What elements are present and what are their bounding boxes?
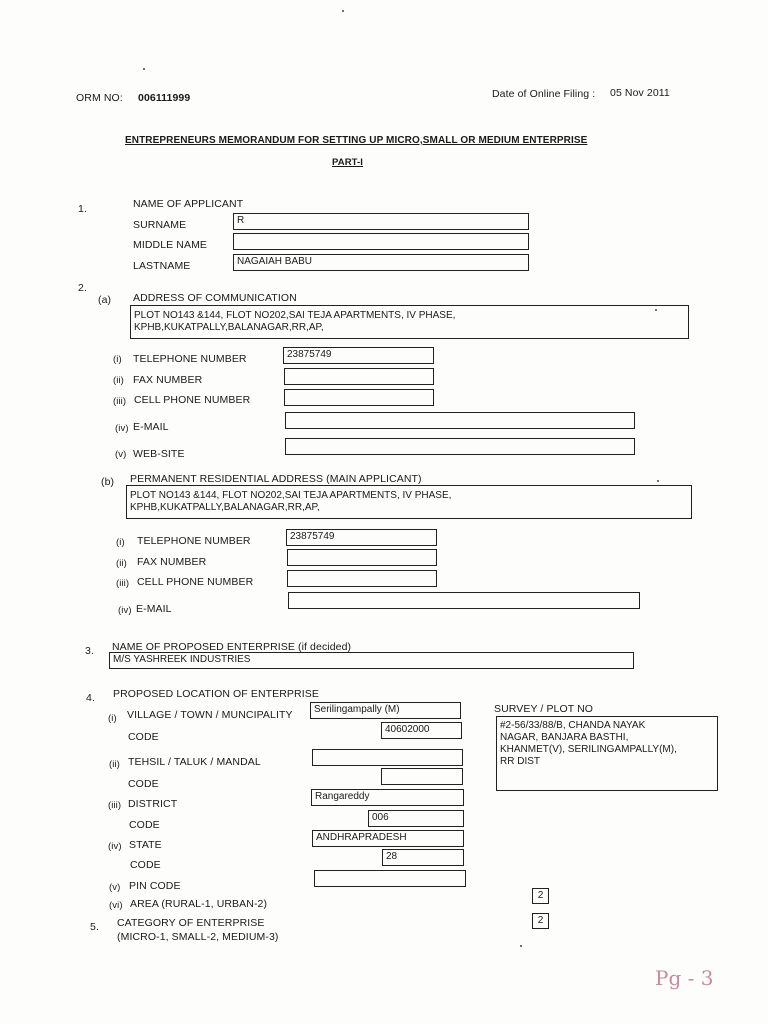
website-label: WEB-SITE — [133, 448, 185, 460]
survey-plot-line-4: RR DIST — [500, 756, 540, 767]
state-field[interactable]: ANDHRAPRADESH — [312, 830, 464, 847]
email-a-field[interactable] — [285, 412, 635, 429]
permanent-address-heading: PERMANENT RESIDENTIAL ADDRESS (MAIN APPLICANT) — [130, 473, 422, 485]
form-number-value: 006111999 — [138, 92, 191, 104]
middle-name-label: MIDDLE NAME — [133, 239, 208, 251]
email-b-field[interactable] — [288, 592, 640, 609]
village-field[interactable]: Serilingampally (M) — [310, 702, 461, 719]
surname-field[interactable]: R — [233, 213, 529, 230]
tehsil-code-field[interactable] — [381, 768, 463, 785]
fax-b-field[interactable] — [287, 549, 437, 566]
email-b-tag: (iv) — [118, 605, 132, 616]
category-heading: CATEGORY OF ENTERPRISE — [117, 917, 265, 929]
filing-date-value: 05 Nov 2011 — [610, 87, 670, 99]
filing-date-label: Date of Online Filing : — [492, 88, 596, 100]
section-2b-tag: (b) — [101, 476, 115, 488]
scan-speck — [655, 309, 657, 311]
tel-a-label: TELEPHONE NUMBER — [133, 353, 247, 365]
survey-plot-field[interactable] — [496, 716, 718, 791]
category-field[interactable]: 2 — [532, 913, 549, 929]
tel-b-tag: (i) — [116, 537, 125, 548]
communication-address-line-2: KPHB,KUKATPALLY,BALANAGAR,RR,AP, — [134, 322, 324, 333]
pin-label: PIN CODE — [129, 880, 181, 892]
village-code-field[interactable]: 40602000 — [381, 722, 462, 739]
email-b-label: E-MAIL — [136, 603, 172, 615]
survey-plot-line-2: NAGAR, BANJARA BASTHI, — [500, 732, 629, 743]
fax-a-label: FAX NUMBER — [133, 374, 203, 386]
pin-field[interactable] — [314, 870, 466, 887]
enterprise-name-heading: NAME OF PROPOSED ENTERPRISE (if decided) — [112, 641, 352, 653]
state-code-field[interactable]: 28 — [382, 849, 464, 866]
scan-speck — [520, 945, 522, 947]
part-title: PART-I — [332, 157, 364, 168]
fax-a-field[interactable] — [284, 368, 434, 385]
section-1-number: 1. — [78, 203, 87, 215]
scan-speck — [143, 68, 145, 70]
district-code-label: CODE — [129, 819, 160, 831]
tehsil-tag: (ii) — [109, 759, 120, 770]
section-1-heading: NAME OF APPLICANT — [133, 198, 244, 210]
cell-b-tag: (iii) — [116, 578, 130, 589]
tel-a-field[interactable]: 23875749 — [283, 347, 434, 364]
last-name-field[interactable]: NAGAIAH BABU — [233, 254, 529, 271]
village-label: VILLAGE / TOWN / MUNCIPALITY — [127, 709, 293, 721]
last-name-label: LASTNAME — [133, 260, 191, 272]
communication-address-field[interactable] — [130, 305, 689, 339]
district-label: DISTRICT — [128, 798, 178, 810]
area-label: AREA (RURAL-1, URBAN-2) — [130, 898, 268, 910]
cell-a-field[interactable] — [284, 389, 434, 406]
village-tag: (i) — [108, 713, 117, 724]
district-tag: (iii) — [108, 800, 122, 811]
district-code-field[interactable]: 006 — [368, 810, 464, 827]
scan-speck — [342, 10, 344, 12]
state-label: STATE — [129, 839, 162, 851]
tehsil-label: TEHSIL / TALUK / MANDAL — [128, 756, 261, 768]
area-field[interactable]: 2 — [532, 888, 549, 904]
cell-b-label: CELL PHONE NUMBER — [137, 576, 254, 588]
survey-plot-line-1: #2-56/33/88/B, CHANDA NAYAK — [500, 720, 646, 731]
tel-b-field[interactable]: 23875749 — [286, 529, 437, 546]
tehsil-field[interactable] — [312, 749, 463, 766]
section-5-number: 5. — [90, 921, 99, 933]
survey-plot-line-3: KHANMET(V), SERILINGAMPALLY(M), — [500, 744, 677, 755]
surname-label: SURNAME — [133, 219, 187, 231]
fax-b-label: FAX NUMBER — [137, 556, 207, 568]
tel-b-label: TELEPHONE NUMBER — [137, 535, 251, 547]
area-tag: (vi) — [109, 900, 123, 911]
website-tag: (v) — [115, 449, 127, 460]
cell-a-tag: (iii) — [113, 396, 127, 407]
section-2-number: 2. — [78, 282, 87, 294]
survey-plot-label: SURVEY / PLOT NO — [494, 703, 594, 715]
pin-tag: (v) — [109, 882, 121, 893]
section-4-number: 4. — [86, 692, 95, 704]
village-code-label: CODE — [128, 731, 159, 743]
section-2a-tag: (a) — [98, 294, 112, 306]
state-tag: (iv) — [108, 841, 122, 852]
communication-address-heading: ADDRESS OF COMMUNICATION — [133, 292, 297, 304]
cell-a-label: CELL PHONE NUMBER — [134, 394, 251, 406]
state-code-label: CODE — [130, 859, 161, 871]
fax-a-tag: (ii) — [113, 375, 124, 386]
fax-b-tag: (ii) — [116, 558, 127, 569]
tehsil-code-label: CODE — [128, 778, 159, 790]
enterprise-name-field[interactable]: M/S YASHREEK INDUSTRIES — [109, 652, 634, 669]
handwritten-page-mark: Pg - 3 — [655, 966, 714, 990]
email-a-label: E-MAIL — [133, 421, 169, 433]
communication-address-line-1: PLOT NO143 &144, FLOT NO202,SAI TEJA APARTMENTS, IV PHASE, — [134, 310, 456, 321]
scan-speck — [657, 480, 659, 482]
form-title: ENTREPRENEURS MEMORANDUM FOR SETTING UP MICRO,SMALL OR MEDIUM ENTERPRISE — [125, 135, 588, 146]
category-options: (MICRO-1, SMALL-2, MEDIUM-3) — [117, 931, 279, 943]
cell-b-field[interactable] — [287, 570, 437, 587]
middle-name-field[interactable] — [233, 233, 529, 250]
location-heading: PROPOSED LOCATION OF ENTERPRISE — [113, 688, 319, 700]
form-number-label: ORM NO: — [76, 92, 123, 104]
district-field[interactable]: Rangareddy — [311, 789, 464, 806]
permanent-address-line-1: PLOT NO143 &144, FLOT NO202,SAI TEJA APARTMENTS, IV PHASE, — [130, 490, 452, 501]
tel-a-tag: (i) — [113, 354, 122, 365]
website-field[interactable] — [285, 438, 635, 455]
permanent-address-line-2: KPHB,KUKATPALLY,BALANAGAR,RR,AP, — [130, 502, 320, 513]
section-3-number: 3. — [85, 645, 94, 657]
email-a-tag: (iv) — [115, 423, 129, 434]
permanent-address-field[interactable] — [126, 485, 692, 519]
